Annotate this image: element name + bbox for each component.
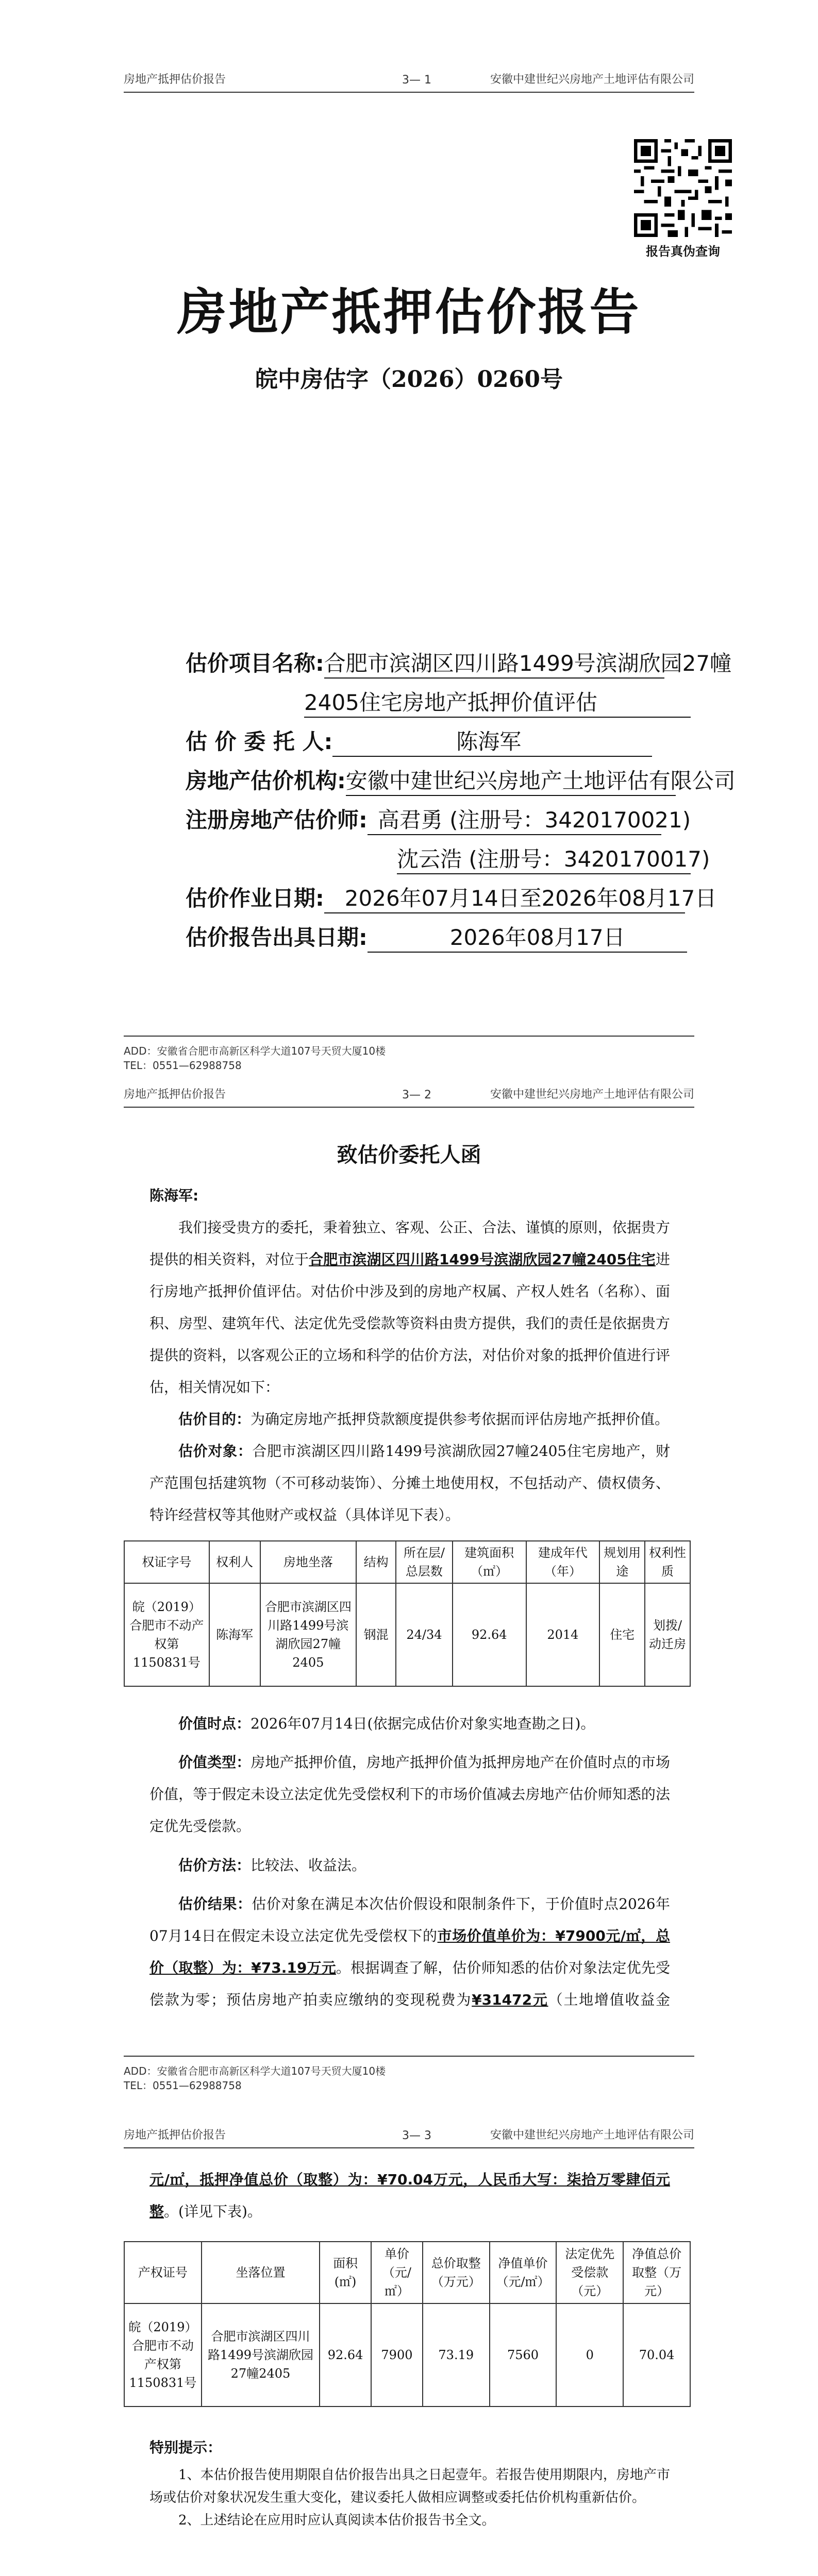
- table-header-cell: 规划用途: [599, 1541, 645, 1583]
- object-label: 估价对象：: [178, 1443, 253, 1460]
- table-row: [124, 1583, 690, 1686]
- table-header-cell: 所在层/总层数: [396, 1541, 453, 1583]
- note-1: 1、本估价报告使用期限自估价报告出具之日起壹年。若报告使用期限内，房地产市场或估价对象状况发生重大变化，建议委托人做相应调整或委托估价机构重新估价。: [149, 2467, 670, 2505]
- table-header-cell: 权利人: [209, 1541, 260, 1583]
- appraiser-row: [186, 803, 691, 835]
- table-header-row: [124, 1541, 690, 1583]
- result-net-total: 元/㎡，抵押净值总价（取整）为：¥70.04万元，人民币大写：柒拾万零肆佰元整: [149, 2171, 670, 2220]
- object-text: 合肥市滨湖区四川路1499号滨湖欣园27幢2405住宅房地产，财产范围包括建筑物（不可移动装饰）、分摊土地使用权，不包括动产、债权债务、特许经营权等其他财产或权益（具体详见下表）。: [149, 1443, 670, 1523]
- header-company: 安徽中建世纪兴房地产土地评估有限公司: [490, 2129, 694, 2142]
- project-row-2: [304, 686, 691, 718]
- table-header-cell: 法定优先受偿款（元）: [556, 2242, 623, 2303]
- agency-row: [186, 764, 736, 796]
- table-header-cell: 坐落位置: [202, 2242, 320, 2303]
- page-footer: [124, 2056, 694, 2093]
- result-text-h: 。(详见下表)。: [164, 2203, 262, 2220]
- qr-caption: 报告真伪查询: [646, 244, 720, 259]
- footer-address: ADD：安徽省合肥市高新区科学大道107号天贸大厦10楼: [124, 1045, 386, 1057]
- letter-page: [0, 1077, 818, 2117]
- note-2: 2、上述结论在应用时应认真阅读本估价报告书全文。: [178, 2513, 495, 2528]
- header-report-name: 房地产抵押估价报告: [124, 2129, 226, 2142]
- footer-tel: TEL：0551—62988758: [124, 2079, 242, 2092]
- intro-text-c: 进行房地产抵押价值评估。对估价中涉及到的房地产权属、产权人姓名（名称）、面积、房型、建筑年代、法定优先受偿款等资料由贵方提供，我们的责任是依据贵方提供的资料，以客观公正的立场和科学的估价方法，对估价对象的抵押价值进行评估，相关情况如下：: [149, 1251, 670, 1396]
- value-table: [124, 2241, 691, 2407]
- client-row: [186, 725, 652, 757]
- footer-tel: TEL：0551—62988758: [124, 1059, 242, 1072]
- notes-label: 特别提示：: [149, 2439, 222, 2456]
- header-page-number: 3— 1: [402, 74, 431, 87]
- table-header-cell: 建筑面积（㎡）: [453, 1541, 526, 1583]
- project-row: [186, 647, 732, 679]
- table-header-cell: 权证字号: [124, 1541, 209, 1583]
- table-cell: 皖（2019）合肥市不动产权第1150831号: [124, 2303, 202, 2406]
- report-title: 房地产抵押估价报告: [177, 283, 641, 341]
- table-header-cell: 总价取整（万元）: [423, 2242, 490, 2303]
- table-cell: 7560: [490, 2303, 557, 2406]
- appraiser-2: 沈云浩 (注册号：3420170017): [397, 842, 691, 874]
- table-cell: 钢混: [356, 1583, 396, 1686]
- period-row: [186, 882, 717, 913]
- table-cell: 73.19: [423, 2303, 490, 2406]
- header-company: 安徽中建世纪兴房地产土地评估有限公司: [490, 1088, 694, 1101]
- purpose-label: 估价目的：: [178, 1411, 251, 1428]
- table-cell: 70.04: [623, 2303, 690, 2406]
- table-row: [124, 2303, 690, 2406]
- table-header-cell: 面积(㎡): [320, 2242, 371, 2303]
- table-header-cell: 产权证号: [124, 2242, 202, 2303]
- result-label: 估价结果：: [178, 1895, 252, 1912]
- table-header-cell: 建成年代（年）: [526, 1541, 600, 1583]
- intro-text-a: 我们接受贵方的委托，秉着独立、客观、公正、合法、谨慎的原则，依据贵方提供的相关资料，对位于: [149, 1219, 670, 1268]
- appraiser-1: 高君勇 (注册号：3420170021): [368, 803, 661, 835]
- table-cell: 92.64: [453, 1583, 526, 1686]
- table-header-cell: 权利性质: [645, 1541, 690, 1583]
- table-cell: 2014: [526, 1583, 600, 1686]
- table-cell: 住宅: [599, 1583, 645, 1686]
- project-label: 估价项目名称:: [186, 651, 324, 676]
- period-label: 估价作业日期:: [186, 886, 324, 911]
- table-header-cell: 结构: [356, 1541, 396, 1583]
- result-text-a: 估价对象在满足本次估价假设和限制条件下，于价值时点2026年07月14日在假定未设立法定优先受偿权下的: [149, 1895, 670, 1944]
- method-label: 估价方法：: [178, 1857, 251, 1874]
- purpose-text: 为确定房地产抵押贷款额度提供参考依据而评估房地产抵押价值。: [251, 1411, 670, 1428]
- salutation: 陈海军:: [149, 1187, 199, 1204]
- period-value: 2026年07月14日至2026年08月17日: [324, 882, 685, 913]
- footer-address: ADD：安徽省合肥市高新区科学大道107号天贸大厦10楼: [124, 2065, 386, 2077]
- header-company: 安徽中建世纪兴房地产土地评估有限公司: [490, 73, 694, 86]
- method-paragraph: [149, 1850, 670, 1882]
- value-date-text: 2026年07月14日(依据完成估价对象实地查勘之日)。: [251, 1715, 595, 1732]
- issue-row: [186, 921, 687, 953]
- value-type-text: 房地产抵押价值，房地产抵押价值为抵押房地产在价值时点的市场价值，等于假定未设立法定优先受偿权利下的市场价值减去房地产估价师知悉的法定优先受偿款。: [149, 1754, 670, 1835]
- method-text: 比较法、收益法。: [251, 1857, 366, 1874]
- project-value: 合肥市滨湖区四川路1499号滨湖欣园27幢: [324, 647, 664, 679]
- result-tax: ¥31472元: [472, 1991, 548, 2008]
- client-value: 陈海军: [332, 725, 652, 757]
- letter-page-3: [0, 2117, 818, 2576]
- agency-value: 安徽中建世纪兴房地产土地评估有限公司: [346, 764, 676, 796]
- property-table: [124, 1540, 691, 1687]
- table-cell: 7900: [371, 2303, 423, 2406]
- header-page-number: 3— 3: [402, 2129, 431, 2142]
- result-continued: [149, 2164, 670, 2228]
- client-label: 估 价 委 托 人:: [186, 729, 333, 754]
- result-paragraph: [149, 1888, 670, 2022]
- table-header-cell: 净值总价取整（万元）: [623, 2242, 690, 2303]
- agency-label: 房地产估价机构:: [186, 768, 346, 793]
- table-cell: 划拨/动迁房: [645, 1583, 690, 1686]
- table-cell: 合肥市滨湖区四川路1499号滨湖欣园27幢2405: [260, 1583, 357, 1686]
- cover-info-block: [186, 647, 736, 1007]
- project-value-2: 2405住宅房地产抵押价值评估: [304, 686, 691, 718]
- report-ref-number: 皖中房估字（2026）0260号: [255, 366, 563, 393]
- appraiser-label: 注册房地产估价师:: [186, 807, 368, 833]
- page-header: [124, 1077, 694, 1108]
- table-cell: 92.64: [320, 2303, 371, 2406]
- qr-code-icon[interactable]: [634, 139, 732, 237]
- value-date-paragraph: [149, 1708, 670, 1740]
- page-header: [124, 2117, 694, 2148]
- table-cell: 皖（2019）合肥市不动产权第1150831号: [124, 1583, 209, 1686]
- table-header-row: [124, 2242, 690, 2303]
- intro-paragraph: [149, 1212, 670, 1403]
- table-header-cell: 房地坐落: [260, 1541, 357, 1583]
- result-text-e: （土地增值收益金: [548, 1991, 670, 2008]
- purpose-paragraph: [149, 1403, 670, 1435]
- letter-title: 致估价委托人函: [337, 1143, 481, 1167]
- appraiser-row-2: [397, 842, 710, 874]
- table-cell: 24/34: [396, 1583, 453, 1686]
- result-market-value: 市场价值单价为：¥7900元/㎡，总价（取整）为：¥73.19万元: [149, 1927, 670, 1976]
- header-report-name: 房地产抵押估价报告: [124, 1088, 226, 1101]
- intro-address: 合肥市滨湖区四川路1499号滨湖欣园27幢2405住宅: [309, 1251, 656, 1268]
- cover-page: [0, 0, 818, 1077]
- value-type-label: 价值类型：: [178, 1754, 251, 1771]
- issue-label: 估价报告出具日期:: [186, 925, 368, 950]
- table-header-cell: 净值单价（元/㎡）: [490, 2242, 557, 2303]
- result-text-c: 。根据调查了解，估价师知悉的估价对象法定优先受偿款为零；预估房地产拍卖应缴纳的变现税费为: [149, 1959, 670, 2008]
- page-header: [124, 62, 694, 93]
- table-header-cell: 单价（元/㎡）: [371, 2242, 423, 2303]
- object-paragraph: [149, 1435, 670, 1531]
- value-type-paragraph: [149, 1747, 670, 1842]
- value-date-label: 价值时点：: [178, 1715, 251, 1732]
- header-page-number: 3— 2: [402, 1089, 431, 1101]
- issue-value: 2026年08月17日: [368, 921, 687, 953]
- header-report-name: 房地产抵押估价报告: [124, 73, 226, 86]
- table-cell: 0: [556, 2303, 623, 2406]
- table-cell: 合肥市滨湖区四川路1499号滨湖欣园27幢2405: [202, 2303, 320, 2406]
- page-footer: [124, 1036, 694, 1073]
- table-cell: 陈海军: [209, 1583, 260, 1686]
